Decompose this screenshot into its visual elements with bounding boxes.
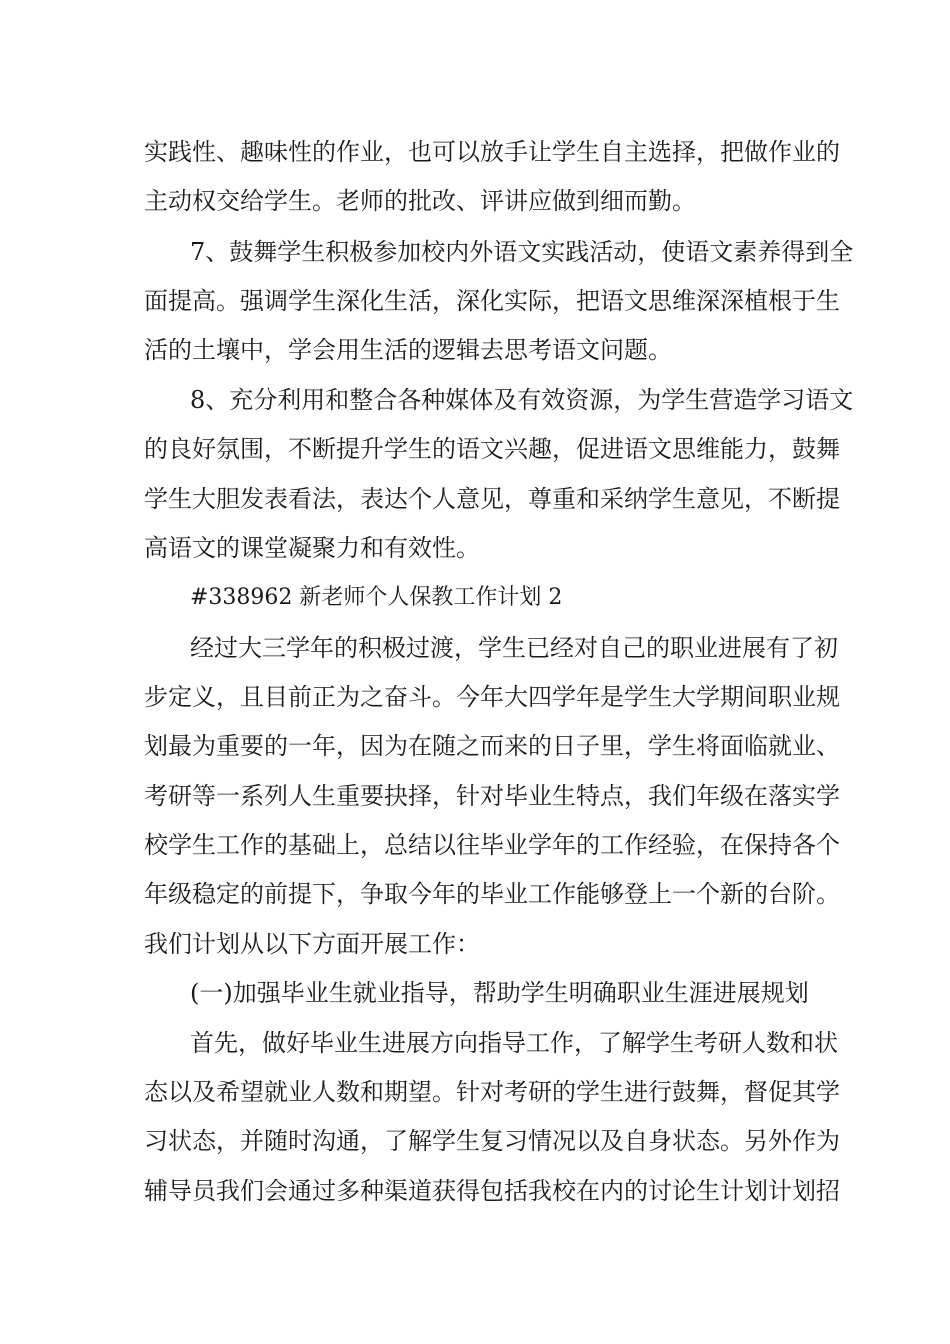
section-heading: #338962 新老师个人保教工作计划 2 xyxy=(190,585,563,610)
text-line: 7、鼓舞学生积极参加校内外语文实践活动，使语文素养得到全 xyxy=(190,238,854,266)
text-line: 高语文的课堂凝聚力和有效性。 xyxy=(144,534,480,562)
text-line: 面提高。强调学生深化生活，深化实际，把语文思维深深植根于生 xyxy=(144,287,840,315)
text-line: 活的土壤中，学会用生活的逻辑去思考语文问题。 xyxy=(144,336,672,364)
text-line: 态以及希望就业人数和期望。针对考研的学生进行鼓舞，督促其学 xyxy=(144,1078,840,1106)
text-line: 的良好氛围，不断提升学生的语文兴趣，促进语文思维能力，鼓舞 xyxy=(144,435,840,463)
text-line: 考研等一系列人生重要抉择，针对毕业生特点，我们年级在落实学 xyxy=(144,782,840,810)
text-line: 首先，做好毕业生进展方向指导工作，了解学生考研人数和状 xyxy=(190,1029,838,1057)
text-line: 辅导员我们会通过多种渠道获得包括我校在内的讨论生计划计划招 xyxy=(144,1177,840,1205)
text-line: 校学生工作的基础上，总结以往毕业学年的工作经验，在保持各个 xyxy=(144,831,840,859)
text-line: 年级稳定的前提下，争取今年的毕业工作能够登上一个新的台阶。 xyxy=(144,880,840,908)
text-line: 划最为重要的一年，因为在随之而来的日子里，学生将面临就业、 xyxy=(144,732,840,760)
text-line: 经过大三学年的积极过渡，学生已经对自己的职业进展有了初 xyxy=(190,634,838,662)
text-line: 学生大胆发表看法，表达个人意见，尊重和采纳学生意见，不断提 xyxy=(144,485,840,513)
text-line: 主动权交给学生。老师的批改、评讲应做到细而勤。 xyxy=(144,187,696,215)
subsection-heading: (一)加强毕业生就业指导，帮助学生明确职业生涯进展规划 xyxy=(190,979,809,1007)
text-line: 步定义，且目前正为之奋斗。今年大四学年是学生大学期间职业规 xyxy=(144,683,840,711)
text-line: 8、充分利用和整合各种媒体及有效资源，为学生营造学习语文 xyxy=(190,386,854,414)
text-line: 我们计划从以下方面开展工作： xyxy=(144,930,480,958)
text-line: 习状态，并随时沟通，了解学生复习情况以及自身状态。另外作为 xyxy=(144,1127,840,1155)
text-line: 实践性、趣味性的作业，也可以放手让学生自主选择，把做作业的 xyxy=(144,138,840,166)
